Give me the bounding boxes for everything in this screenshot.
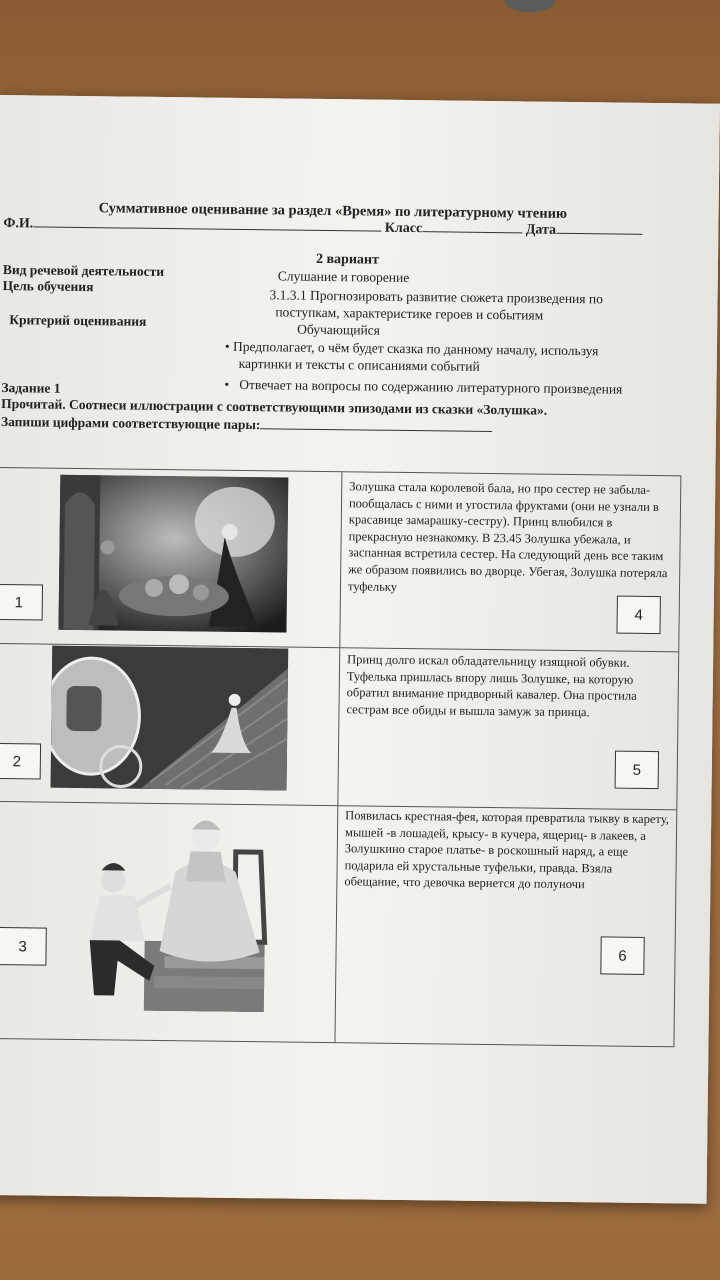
task-heading: Задание 1 xyxy=(1,380,61,396)
pumpkin-carriage-image xyxy=(51,646,289,791)
table-row xyxy=(0,801,676,1046)
goal-label: Цель обучения xyxy=(2,278,94,295)
date-label: Дата xyxy=(525,222,557,238)
episode-text: Золушка стала королевой бала, но про сестер не забыла-пообщалась с ними и угостила фруктами (они не узнали в красавице замарашку-сестру). Принц влюбился в прекрасную незнакомку. В 23.45 Золушка убежала, и заспанная встретила сестер. На следующий день все таким же образом появились во дворце. Убегая, Золушка потеряла туфельку xyxy=(347,479,668,594)
class-label: Класс xyxy=(384,220,423,237)
answer-pairs-field[interactable]: Запиши цифрами соответствующие пары: xyxy=(1,413,493,436)
table-row xyxy=(0,468,680,652)
text-number-box: 5 xyxy=(615,751,659,790)
criteria-who: Обучающийся xyxy=(297,321,381,338)
criteria-label: Критерий оценивания xyxy=(9,312,147,329)
page-title: Суммативное оценивание за раздел «Время» по литературному чтению xyxy=(98,200,568,222)
text-number-box: 4 xyxy=(616,596,660,635)
goal-line-1: 3.1.3.1 Прогнозировать развитие сюжета произведения по xyxy=(269,287,603,307)
criteria-1-line-2: картинки и тексты с описаниями событий xyxy=(238,355,480,374)
prince-slipper-image xyxy=(84,810,272,1012)
table-row xyxy=(0,643,678,810)
criteria-2: • Отвечает на вопросы по содержанию литературного произведения xyxy=(224,376,623,397)
matching-table xyxy=(0,467,681,1047)
image-number-box: 2 xyxy=(0,743,41,780)
ball-scene-image xyxy=(58,475,288,633)
criteria-1-line-1: • Предполагает, о чём будет сказка по данному началу, используя xyxy=(224,338,599,359)
task-instruction: Прочитай. Соотнеси иллюстрации с соответствующими эпизодами из сказки «Золушка». xyxy=(1,396,548,418)
worksheet-paper xyxy=(0,95,720,1204)
fio-label: Ф.И. xyxy=(3,216,34,232)
activity-value: Слушание и говорение xyxy=(277,268,410,286)
image-number-box: 1 xyxy=(0,584,43,621)
activity-label: Вид речевой деятельности xyxy=(2,262,165,280)
goal-line-2: поступкам, характеристике героев и событиям xyxy=(275,304,544,323)
pen-cap xyxy=(505,0,555,12)
text-number-box: 6 xyxy=(600,936,644,975)
episode-text: Появилась крестная-фея, которая превратила тыкву в карету, мышей -в лошадей, крысу- в кучера, ящериц- в лакеев, а Золушкино старое платье- в роскошный наряд, а еще подарила ей хрустальные туфельки, правда. Взяла обещание, что девочка вернется до полуночи xyxy=(344,808,669,892)
image-number-box: 3 xyxy=(0,927,47,966)
variant-label: 2 вариант xyxy=(315,251,379,268)
episode-text: Принц долго искал обладательницу изящной обувки. Туфелька пришлась впору лишь Золушке, на которую обратил внимание придворный кавалер. Она простила сестрам все обиды и вышла замуж за принца. xyxy=(346,652,637,720)
